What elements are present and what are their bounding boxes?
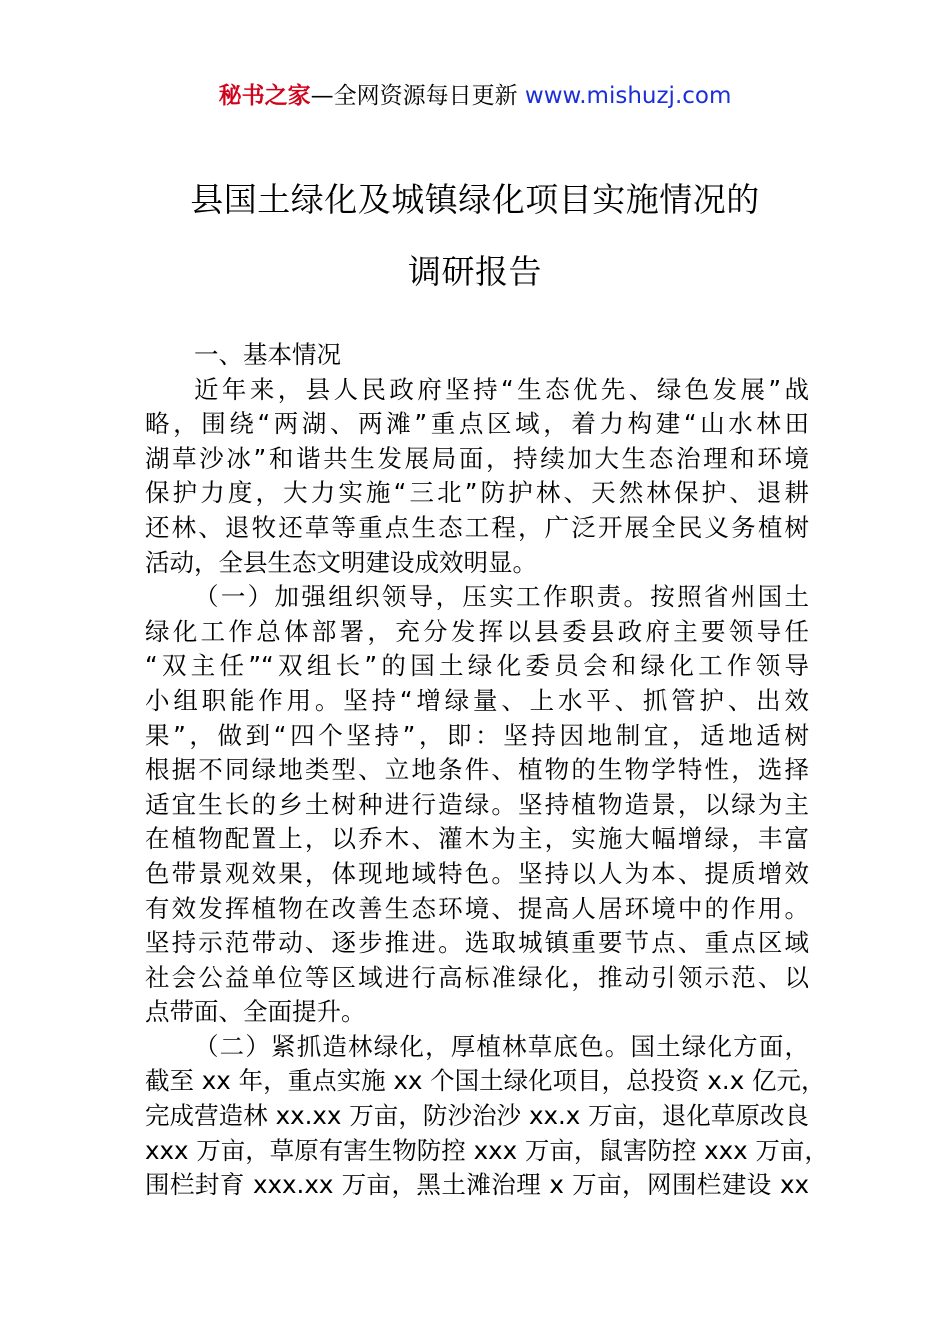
body-line: （二）紧抓造林绿化，厚植林草底色。国土绿化方面， <box>194 1031 809 1061</box>
section-heading: 一、基本情况 <box>194 340 341 369</box>
site-header <box>0 80 950 112</box>
header-tagline: —全网资源每日更新 <box>310 83 525 109</box>
body-line: xxx 万亩，草原有害生物防控 xxx 万亩，鼠害防控 xxx 万亩， <box>145 1135 829 1165</box>
body-line: 点带面、全面提升。 <box>145 997 366 1027</box>
brand-name: 秘书之家 <box>218 83 311 109</box>
body-line: 围栏封育 xxx.xx 万亩，黑土滩治理 x 万亩，网围栏建设 xx <box>145 1170 809 1200</box>
document-title-line-1: 县国土绿化及城镇绿化项目实施情况的 <box>190 180 760 219</box>
body-line: 小组职能作用。坚持“增绿量、上水平、抓管护、出效 <box>145 685 809 715</box>
body-line: （一）加强组织领导，压实工作职责。按照省州国土 <box>194 582 809 612</box>
body-line: 近年来，县人民政府坚持“生态优先、绿色发展”战 <box>194 374 809 404</box>
document-title-line-2: 调研报告 <box>408 252 542 291</box>
body-line: 活动，全县生态文明建设成效明显。 <box>145 547 537 577</box>
body-line: 社会公益单位等区域进行高标准绿化，推动引领示范、以 <box>145 962 809 992</box>
body-line: “双主任”“双组长”的国土绿化委员会和绿化工作领导 <box>145 651 809 681</box>
body-line: 有效发挥植物在改善生态环境、提高人居环境中的作用。 <box>145 893 809 923</box>
body-line: 色带景观效果，体现地域特色。坚持以人为本、提质增效 <box>145 858 809 888</box>
body-line: 坚持示范带动、逐步推进。选取城镇重要节点、重点区域 <box>145 928 809 958</box>
document-body <box>145 338 829 1203</box>
body-line: 略，围绕“两湖、两滩”重点区域，着力构建“山水林田 <box>145 409 809 439</box>
body-line: 适宜生长的乡土树种进行造绿。坚持植物造景，以绿为主 <box>145 789 809 819</box>
body-line: 绿化工作总体部署，充分发挥以县委县政府主要领导任 <box>145 616 809 646</box>
body-line: 保护力度，大力实施“三北”防护林、天然林保护、退耕 <box>145 478 809 508</box>
body-line: 湖草沙冰”和谐共生发展局面，持续加大生态治理和环境 <box>145 443 809 473</box>
body-line: 根据不同绿地类型、立地条件、植物的生物学特性，选择 <box>145 755 809 785</box>
body-line: 还林、退牧还草等重点生态工程，广泛开展全民义务植树 <box>145 512 809 542</box>
site-url[interactable]: www.mishuzj.com <box>524 83 732 109</box>
body-line: 果”，做到“四个坚持”，即：坚持因地制宜，适地适树 <box>145 720 809 750</box>
body-line: 在植物配置上，以乔木、灌木为主，实施大幅增绿，丰富 <box>145 824 809 854</box>
body-line: 完成营造林 xx.xx 万亩，防沙治沙 xx.x 万亩，退化草原改良 <box>145 1101 809 1131</box>
body-line: 截至 xx 年，重点实施 xx 个国土绿化项目，总投资 x.x 亿元， <box>145 1066 826 1096</box>
